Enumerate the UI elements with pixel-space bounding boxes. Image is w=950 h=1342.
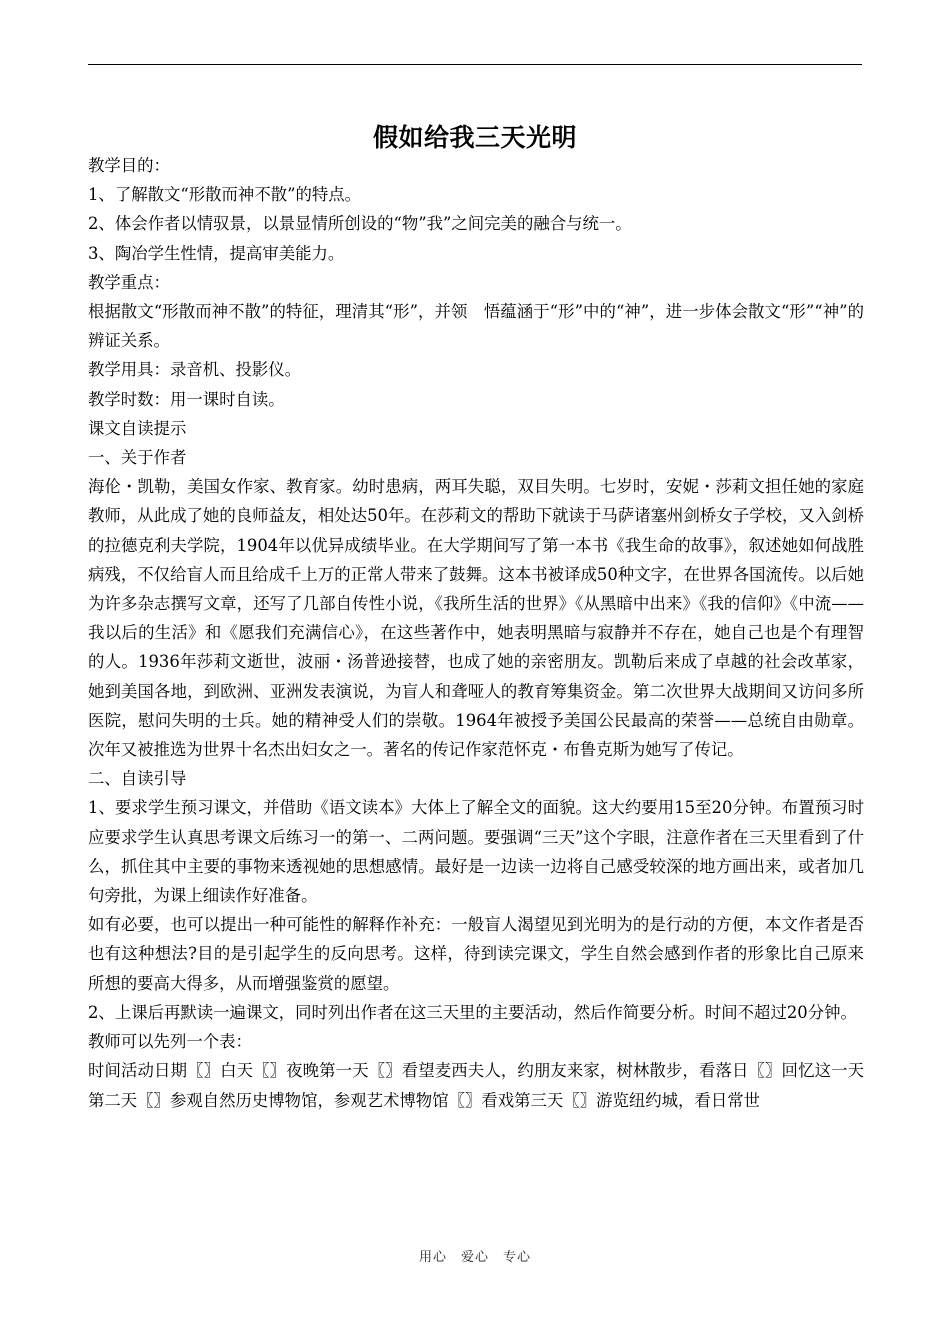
objective-item-1: 1、了解散文“形散而神不散”的特点。: [88, 185, 362, 205]
subheading-reading-guide: 二、自读引导: [88, 769, 187, 789]
objective-item-3: 3、陶冶学生性情，提高审美能力。: [88, 243, 345, 263]
objective-item-2: 2、体会作者以情驭景，以景显情所创设的“物”我”之间完美的融合与统一。: [88, 214, 632, 234]
page-footer: 用心 爱心 专心: [418, 1250, 531, 1265]
teaching-hours: 教学时数：用一课时自读。: [88, 389, 285, 409]
section-heading-objectives: 教学目的：: [88, 156, 170, 175]
header-rule: [88, 64, 862, 65]
guide-supplement-paragraph: 如有必要，也可以提出一种可能性的解释作补充：一般盲人渴望见到光明为的是行动的方便，本文作者是否也有这种想法?目的是引起学生的反向思考。这样，待到读完课文，学生自然会感到作者的形象比自己原来所想的要高大得多，从而增强鉴赏的愿望。: [88, 915, 864, 993]
document-body: [88, 151, 864, 1115]
guide-item-2: 2、上课后再默读一遍课文，同时列出作者在这三天里的主要活动，然后作简要分析。时间不超过20分钟。: [88, 1002, 857, 1022]
section-heading-key-points: 教学重点：: [88, 272, 170, 292]
table-intro: 教师可以先列一个表：: [88, 1032, 252, 1052]
guide-item-1: 1、要求学生预习课文，并借助《语文读本》大体上了解全文的面貌。这大约要用15至20分钟。布置预习时应要求学生认真思考课文后练习一的第一、二两问题。要强调“三天”这个字眼，注意作者在三天里看到了什么，抓住其中主要的事物来透视她的思想感情。最好是一边读一边将自己感受较深的地方画出来，或者加几句旁批，为课上细读作好准备。: [88, 798, 864, 906]
teaching-tools: 教学用具：录音机、投影仪。: [88, 360, 302, 380]
subheading-about-author: 一、关于作者: [88, 448, 187, 468]
author-biography-paragraph: 海伦・凯勒，美国女作家、教育家。幼时患病，两耳失聪，双目失明。七岁时，安妮・莎莉文担任她的家庭教师，从此成了她的良师益友，相处达50年。在莎莉文的帮助下就读于马萨诸塞州剑桥女子学校，又入剑桥的拉德克利夫学院，1904年以优异成绩毕业。在大学期间写了第一本书《我生命的故事》，叙述她如何战胜病残，不仅给盲人而且给成千上万的正常人带来了鼓舞。这本书被译成50种文字，在世界各国流传。以后她为许多杂志撰写文章，还写了几部自传性小说，《我所生活的世界》《从黑暗中出来》《我的信仰》《中流——我以后的生活》和《愿我们充满信心》，在这些著作中，她表明黑暗与寂静并不存在，她自己也是个有理智的人。1936年莎莉文逝世，波丽・汤普逊接替，也成了她的亲密朋友。凯勒后来成了卓越的社会改革家，她到美国各地，到欧洲、亚洲发表演说，为盲人和聋哑人的教育筹集资金。第二次世界大战期间又访问多所医院，慰问失明的士兵。她的精神受人们的崇敬。1964年被授予美国公民最高的荣誉——总统自由勋章。次年又被推选为世界十名杰出妇女之一。著名的传记作家范怀克・布鲁克斯为她写了传记。: [88, 477, 864, 760]
section-heading-self-reading: 课文自读提示: [88, 418, 187, 438]
activity-table-text: 时间活动日期〖〗白天〖〗夜晚第一天〖〗看望麦西夫人，约朋友来家，树林散步，看落日〖〗回忆这一天第二天〖〗参观自然历史博物馆，参观艺术博物馆〖〗看戏第三天〖〗游览纽约城，看日常世: [88, 1061, 864, 1110]
document-title: 假如给我三天光明: [372, 123, 577, 152]
key-points-paragraph: 根据散文“形散而神不散”的特征，理清其“形”，并领 悟蕴涵于“形”中的“神”，进一步体会散文“形”“神”的辨证关系。: [88, 302, 864, 351]
